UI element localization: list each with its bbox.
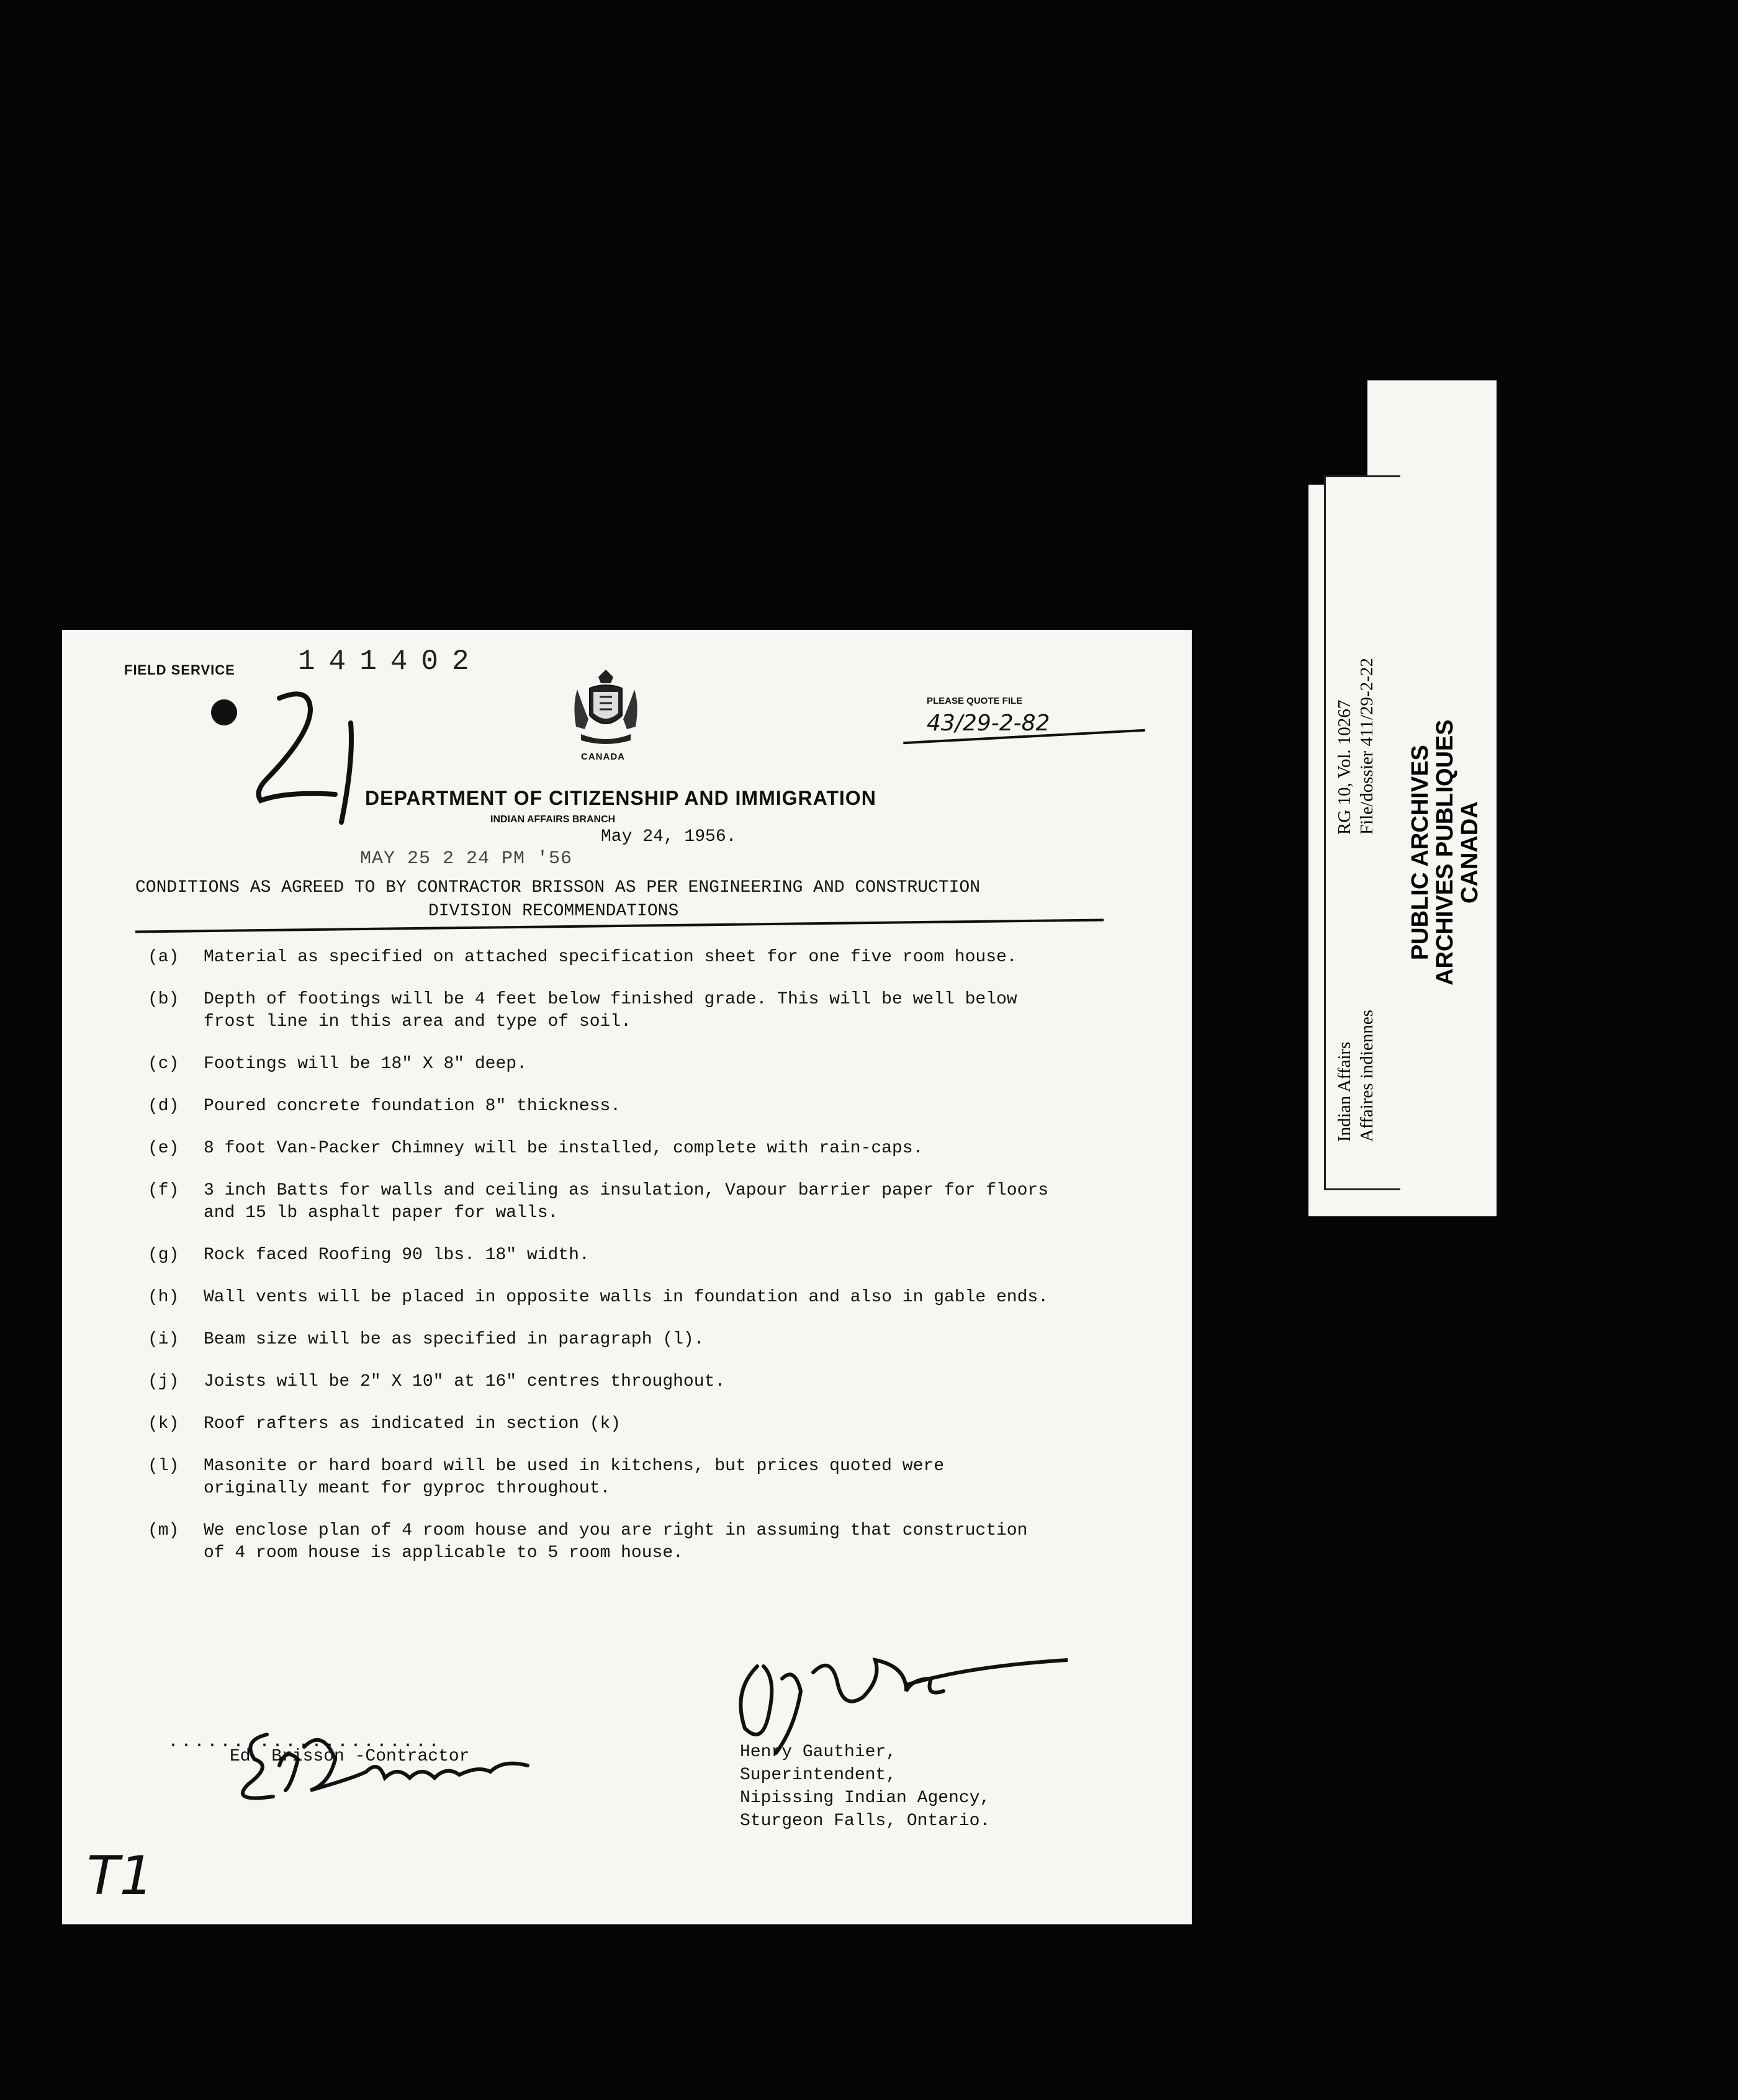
field-service-label: FIELD SERVICE	[124, 662, 235, 678]
condition-item	[148, 1095, 1166, 1118]
condition-item	[148, 1286, 1166, 1309]
archive-col1-line2: Affaires indiennes	[1357, 1010, 1377, 1142]
condition-label: (k)	[148, 1414, 179, 1434]
condition-text: Beam size will be as specified in paragraph (l).	[204, 1330, 705, 1349]
file-number: 43/29-2-82	[927, 711, 1050, 736]
condition-label: (c)	[148, 1054, 179, 1074]
condition-item	[148, 1329, 1166, 1351]
condition-label: (m)	[148, 1521, 179, 1540]
condition-item	[148, 1520, 1166, 1564]
condition-item	[148, 1053, 1166, 1075]
condition-label: (i)	[148, 1330, 179, 1349]
condition-item	[148, 1413, 1166, 1435]
archive-col2-line1: RG 10, Vol. 10267	[1335, 699, 1354, 835]
condition-item	[148, 1138, 1166, 1160]
received-stamp: MAY 25 2 24 PM '56	[360, 848, 573, 869]
bottom-mark-t1: T1	[87, 1845, 154, 1907]
superintendent-line: Sturgeon Falls, Ontario.	[740, 1811, 991, 1831]
condition-label: (f)	[148, 1181, 179, 1200]
condition-label: (l)	[148, 1456, 179, 1476]
contractor-name: Ed. Brisson -Contractor	[230, 1747, 470, 1766]
archive-col2	[1333, 658, 1378, 835]
archive-col3-line3: CANADA	[1457, 801, 1483, 904]
condition-text: 8 foot Van-Packer Chimney will be installed, complete with rain-caps.	[204, 1139, 924, 1158]
superintendent-block	[740, 1741, 990, 1833]
condition-item	[148, 1371, 1166, 1393]
condition-label: (b)	[148, 990, 179, 1009]
condition-item	[148, 946, 1166, 969]
ink-blot	[211, 699, 237, 725]
condition-text: Joists will be 2" X 10" at 16" centres throughout.	[204, 1372, 726, 1391]
archive-col3-line2: ARCHIVES PUBLIQUES	[1432, 719, 1458, 985]
crest-caption: CANADA	[581, 752, 625, 762]
condition-item	[148, 1180, 1166, 1224]
condition-label: (g)	[148, 1245, 179, 1265]
superintendent-line: Henry Gauthier,	[740, 1743, 897, 1762]
condition-item	[148, 989, 1166, 1033]
archive-col2-line2: File/dossier 411/29-2-22	[1357, 658, 1377, 835]
condition-item	[148, 1455, 1166, 1500]
condition-label: (a)	[148, 948, 179, 967]
archive-col3	[1408, 719, 1482, 985]
conditions-list	[148, 946, 1166, 1584]
condition-label: (j)	[148, 1372, 179, 1391]
condition-text: Footings will be 18" X 8" deep.	[204, 1054, 527, 1074]
condition-text: We enclose plan of 4 room house and you are right in assuming that construction of 4 room house is applicable to 5 room house.	[204, 1521, 1028, 1563]
condition-text: Poured concrete foundation 8" thickness.	[204, 1097, 621, 1116]
condition-text: Wall vents will be placed in opposite walls in foundation and also in gable ends.	[204, 1288, 1049, 1307]
branch-title: INDIAN AFFAIRS BRANCH	[490, 814, 616, 825]
signature-line: .....................	[168, 1731, 442, 1752]
heading-line-2: DIVISION RECOMMENDATIONS	[428, 902, 679, 921]
heading-line-1: CONDITIONS AS AGREED TO BY CONTRACTOR BRISSON AS PER ENGINEERING AND CONSTRUCTION	[135, 878, 981, 897]
letter-date: May 24, 1956.	[601, 827, 737, 846]
condition-text: Depth of footings will be 4 feet below finished grade. This will be well below frost line in this area and type of soil.	[204, 990, 1017, 1031]
handwritten-mark-21	[242, 686, 410, 835]
condition-label: (e)	[148, 1139, 179, 1158]
condition-text: 3 inch Batts for walls and ceiling as insulation, Vapour barrier paper for floors and 15 lb asphalt paper for walls.	[204, 1181, 1049, 1223]
archive-col1-line1: Indian Affairs	[1335, 1041, 1354, 1142]
condition-label: (d)	[148, 1097, 179, 1116]
condition-text: Rock faced Roofing 90 lbs. 18" width.	[204, 1245, 590, 1265]
superintendent-line: Superintendent,	[740, 1766, 897, 1785]
document-number: 141402	[298, 645, 483, 678]
archive-col3-line1: PUBLIC ARCHIVES	[1407, 745, 1433, 961]
archive-tag-notch	[1305, 380, 1367, 485]
superintendent-line: Nipissing Indian Agency,	[740, 1788, 991, 1808]
letter-page	[62, 630, 1192, 1924]
department-title: DEPARTMENT OF CITIZENSHIP AND IMMIGRATION	[365, 787, 876, 809]
coat-of-arms-icon	[571, 667, 641, 748]
archive-col1	[1333, 1010, 1378, 1142]
condition-text: Masonite or hard board will be used in kitchens, but prices quoted were originally meant for gyproc throughout.	[204, 1456, 944, 1498]
condition-label: (h)	[148, 1288, 179, 1307]
condition-item	[148, 1244, 1166, 1267]
condition-text: Material as specified on attached specification sheet for one five room house.	[204, 948, 1017, 967]
condition-text: Roof rafters as indicated in section (k)	[204, 1414, 621, 1434]
please-quote-label: PLEASE QUOTE FILE	[927, 696, 1023, 706]
